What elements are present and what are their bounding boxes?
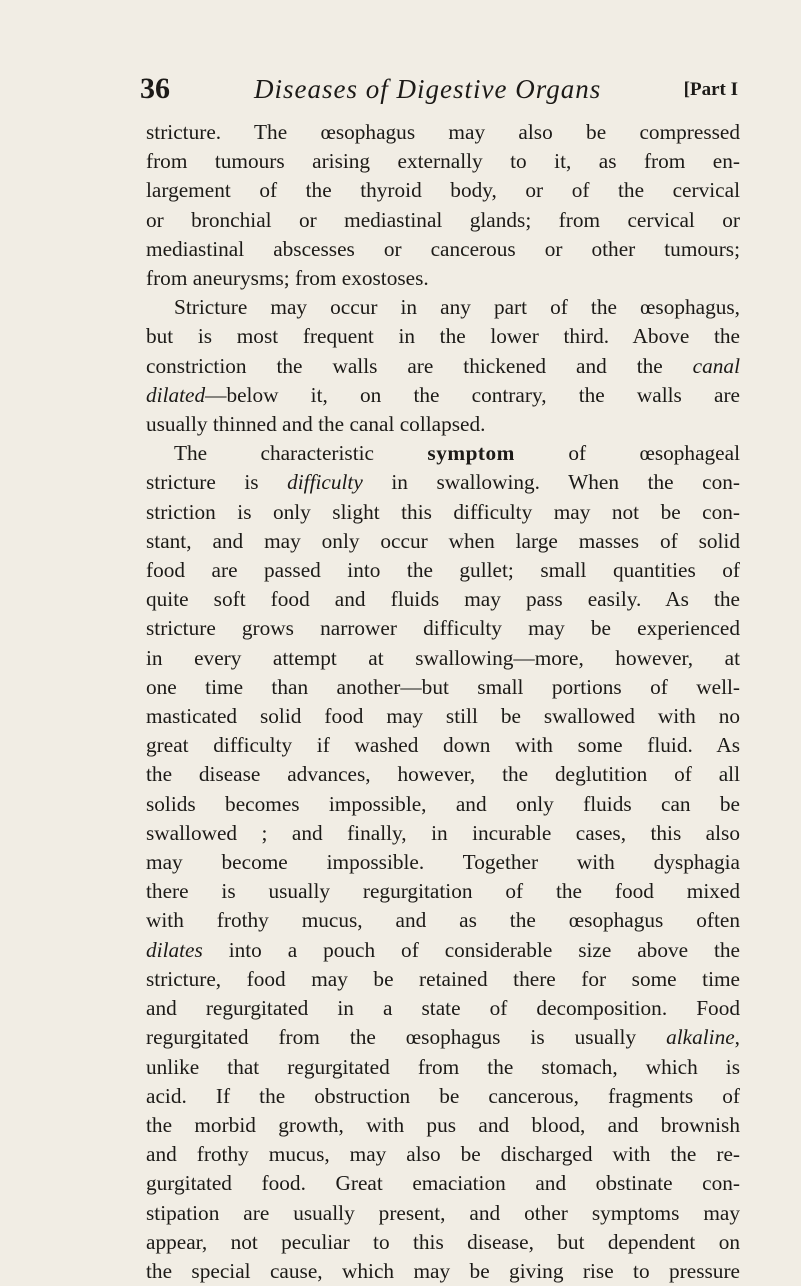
text-line: with frothy mucus, and as the œsophagus often xyxy=(146,908,740,933)
italic-term-canal: canal xyxy=(692,353,740,378)
text-run: in swallowing. When the con- xyxy=(362,470,740,495)
bold-term-symptom: symptom xyxy=(427,441,515,466)
text-line: quite soft food and fluids may pass easily. As the xyxy=(146,587,740,612)
text-line: there is usually regurgitation of the food mixed xyxy=(146,879,740,904)
text-line: from tumours arising externally to it, as from en- xyxy=(146,149,740,174)
text-line: the disease advances, however, the deglutition of all xyxy=(146,762,740,787)
text-line xyxy=(146,936,740,965)
text-line: may become impossible. Together with dysphagia xyxy=(146,850,740,875)
text-line: great difficulty if washed down with some fluid. As xyxy=(146,733,740,758)
italic-term-alkaline: alkaline xyxy=(666,1025,735,1050)
part-label: [Part I xyxy=(683,79,738,100)
page-number: 36 xyxy=(140,72,170,105)
text-line: striction is only slight this difficulty may not be con- xyxy=(146,499,740,524)
text-run: into a pouch of considerable size above the xyxy=(202,937,740,962)
text-line: and frothy mucus, may also be discharged with the re- xyxy=(146,1142,740,1167)
text-line: from aneurysms; from exostoses. xyxy=(146,266,429,291)
text-line: and regurgitated in a state of decomposition. Food xyxy=(146,996,740,1021)
text-run: The characteristic xyxy=(174,441,428,466)
text-run: , xyxy=(734,1025,740,1050)
text-line: or bronchial or mediastinal glands; from cervical or xyxy=(146,207,740,232)
text-line: Stricture may occur in any part of the œsophagus, xyxy=(174,295,740,320)
text-line: stricture, food may be retained there for some time xyxy=(146,966,740,991)
text-line: stipation are usually present, and other symptoms may xyxy=(146,1200,740,1225)
text-run: constriction the walls are thickened and the xyxy=(146,353,693,378)
running-title: Diseases of Digestive Organs xyxy=(254,74,602,104)
text-run: of œsophageal xyxy=(514,441,740,466)
text-line xyxy=(146,352,740,381)
text-line xyxy=(146,439,740,468)
text-line: stant, and may only occur when large masses of solid xyxy=(146,528,740,553)
text-line: stricture grows narrower difficulty may be experienced xyxy=(146,616,740,641)
text-line xyxy=(146,1023,740,1052)
text-line: the special cause, which may be giving rise to pressure xyxy=(146,1258,740,1283)
text-line: usually thinned and the canal collapsed. xyxy=(146,412,486,437)
text-run: regurgitated from the œsophagus is usually xyxy=(146,1025,667,1050)
text-line: solids becomes impossible, and only fluids can be xyxy=(146,791,740,816)
italic-term-dilates: dilates xyxy=(146,937,203,962)
text-line: appear, not peculiar to this disease, but dependent on xyxy=(146,1229,740,1254)
text-line: mediastinal abscesses or cancerous or other tumours; xyxy=(146,236,740,261)
text-run: —below it, on the contrary, the walls are xyxy=(205,382,740,407)
text-line: swallowed ; and finally, in incurable cases, this also xyxy=(146,820,740,845)
text-line: masticated solid food may still be swallowed with no xyxy=(146,704,740,729)
text-line: one time than another—but small portions of well- xyxy=(146,674,740,699)
italic-term-dilated: dilated xyxy=(146,382,206,407)
text-line: food are passed into the gullet; small quantities of xyxy=(146,558,740,583)
text-run: stricture is xyxy=(146,470,288,495)
page-header xyxy=(140,72,740,112)
text-line: in every attempt at swallowing—more, however, at xyxy=(146,645,740,670)
text-line: unlike that regurgitated from the stomach, which is xyxy=(146,1054,740,1079)
text-line: stricture. The œsophagus may also be compressed xyxy=(146,120,740,144)
text-line xyxy=(146,381,740,410)
text-line: largement of the thyroid body, or of the cervical xyxy=(146,178,740,203)
body-text xyxy=(146,118,740,1286)
italic-term-difficulty: difficulty xyxy=(287,470,363,495)
text-line: gurgitated food. Great emaciation and obstinate con- xyxy=(146,1171,740,1196)
text-line: acid. If the obstruction be cancerous, fragments of xyxy=(146,1083,740,1108)
text-line: the morbid growth, with pus and blood, and brownish xyxy=(146,1112,740,1137)
text-line xyxy=(146,468,740,497)
text-line: but is most frequent in the lower third. Above the xyxy=(146,324,740,349)
